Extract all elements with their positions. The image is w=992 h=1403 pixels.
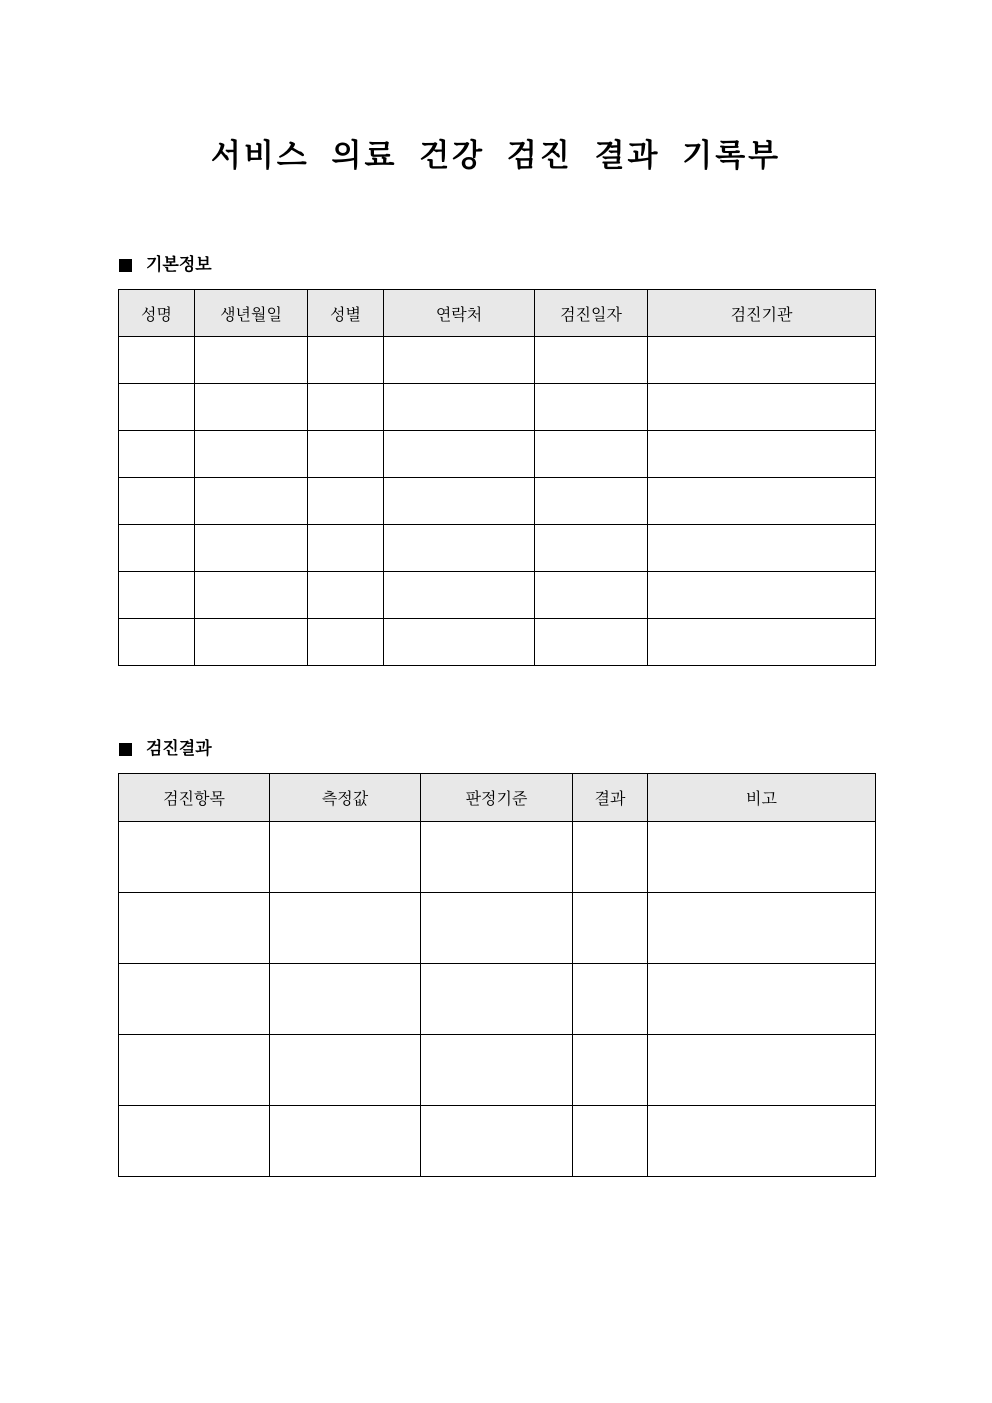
table-cell[interactable]	[119, 619, 195, 666]
table-cell[interactable]	[308, 431, 384, 478]
table-row	[119, 893, 876, 964]
table-row	[119, 337, 876, 384]
column-header-contact: 연락처	[384, 290, 535, 337]
table-row	[119, 431, 876, 478]
table-cell[interactable]	[648, 431, 876, 478]
table-cell[interactable]	[421, 893, 573, 964]
section-heading-exam-results	[119, 737, 212, 761]
column-header-exam-date: 검진일자	[535, 290, 648, 337]
table-cell[interactable]	[308, 478, 384, 525]
table-cell[interactable]	[119, 1035, 270, 1106]
table-cell[interactable]	[421, 822, 573, 893]
table-cell[interactable]	[119, 822, 270, 893]
table-cell[interactable]	[535, 431, 648, 478]
table-cell[interactable]	[573, 893, 648, 964]
table-row	[119, 384, 876, 431]
table-cell[interactable]	[648, 1106, 876, 1177]
table-cell[interactable]	[119, 337, 195, 384]
table-cell[interactable]	[648, 337, 876, 384]
table-cell[interactable]	[119, 431, 195, 478]
table-cell[interactable]	[119, 893, 270, 964]
column-header-exam-item: 검진항목	[119, 774, 270, 822]
table-cell[interactable]	[195, 337, 308, 384]
table-cell[interactable]	[535, 337, 648, 384]
table-header-row	[119, 774, 876, 822]
table-cell[interactable]	[270, 822, 421, 893]
table-cell[interactable]	[119, 1106, 270, 1177]
section-heading-basic-info	[119, 253, 212, 277]
table-cell[interactable]	[384, 525, 535, 572]
table-cell[interactable]	[648, 822, 876, 893]
table-cell[interactable]	[308, 525, 384, 572]
table-cell[interactable]	[195, 572, 308, 619]
table-cell[interactable]	[573, 1106, 648, 1177]
table-cell[interactable]	[308, 384, 384, 431]
table-cell[interactable]	[384, 572, 535, 619]
table-row	[119, 1035, 876, 1106]
table-cell[interactable]	[648, 384, 876, 431]
table-cell[interactable]	[270, 1035, 421, 1106]
table-row	[119, 478, 876, 525]
table-cell[interactable]	[421, 964, 573, 1035]
table-cell[interactable]	[119, 525, 195, 572]
table-cell[interactable]	[535, 619, 648, 666]
table-cell[interactable]	[573, 822, 648, 893]
table-cell[interactable]	[648, 619, 876, 666]
table-cell[interactable]	[535, 525, 648, 572]
table-cell[interactable]	[119, 478, 195, 525]
document-title: 서비스 의료 건강 검진 결과 기록부	[210, 138, 782, 174]
column-header-name: 성명	[119, 290, 195, 337]
column-header-remarks: 비고	[648, 774, 876, 822]
table-cell[interactable]	[308, 337, 384, 384]
table-cell[interactable]	[270, 964, 421, 1035]
table-cell[interactable]	[119, 384, 195, 431]
table-cell[interactable]	[270, 1106, 421, 1177]
table-cell[interactable]	[384, 478, 535, 525]
square-bullet-icon	[119, 259, 132, 272]
column-header-result: 결과	[573, 774, 648, 822]
table-row	[119, 822, 876, 893]
table-cell[interactable]	[648, 478, 876, 525]
table-cell[interactable]	[270, 893, 421, 964]
table-cell[interactable]	[119, 572, 195, 619]
table-cell[interactable]	[535, 572, 648, 619]
column-header-birthdate: 생년월일	[195, 290, 308, 337]
table-row	[119, 572, 876, 619]
table-cell[interactable]	[384, 431, 535, 478]
section-heading-label: 검진결과	[146, 739, 212, 759]
square-bullet-icon	[119, 743, 132, 756]
table-cell[interactable]	[535, 384, 648, 431]
column-header-gender: 성별	[308, 290, 384, 337]
table-cell[interactable]	[384, 384, 535, 431]
table-row	[119, 525, 876, 572]
column-header-criteria: 판정기준	[421, 774, 573, 822]
table-header-row	[119, 290, 876, 337]
section-heading-label: 기본정보	[146, 255, 212, 275]
table-cell[interactable]	[421, 1106, 573, 1177]
table-cell[interactable]	[308, 619, 384, 666]
table-cell[interactable]	[648, 893, 876, 964]
table-cell[interactable]	[384, 337, 535, 384]
table-cell[interactable]	[535, 478, 648, 525]
table-row	[119, 619, 876, 666]
table-cell[interactable]	[573, 964, 648, 1035]
basic-info-table	[118, 289, 876, 666]
column-header-exam-institution: 검진기관	[648, 290, 876, 337]
table-cell[interactable]	[648, 964, 876, 1035]
table-cell[interactable]	[195, 384, 308, 431]
table-cell[interactable]	[384, 619, 535, 666]
table-cell[interactable]	[573, 1035, 648, 1106]
table-row	[119, 1106, 876, 1177]
table-cell[interactable]	[195, 431, 308, 478]
table-cell[interactable]	[648, 572, 876, 619]
table-cell[interactable]	[421, 1035, 573, 1106]
table-cell[interactable]	[195, 619, 308, 666]
column-header-measured-value: 측정값	[270, 774, 421, 822]
table-cell[interactable]	[648, 1035, 876, 1106]
exam-results-table	[118, 773, 876, 1177]
table-row	[119, 964, 876, 1035]
table-cell[interactable]	[648, 525, 876, 572]
table-cell[interactable]	[195, 478, 308, 525]
table-cell[interactable]	[308, 572, 384, 619]
table-cell[interactable]	[119, 964, 270, 1035]
table-cell[interactable]	[195, 525, 308, 572]
